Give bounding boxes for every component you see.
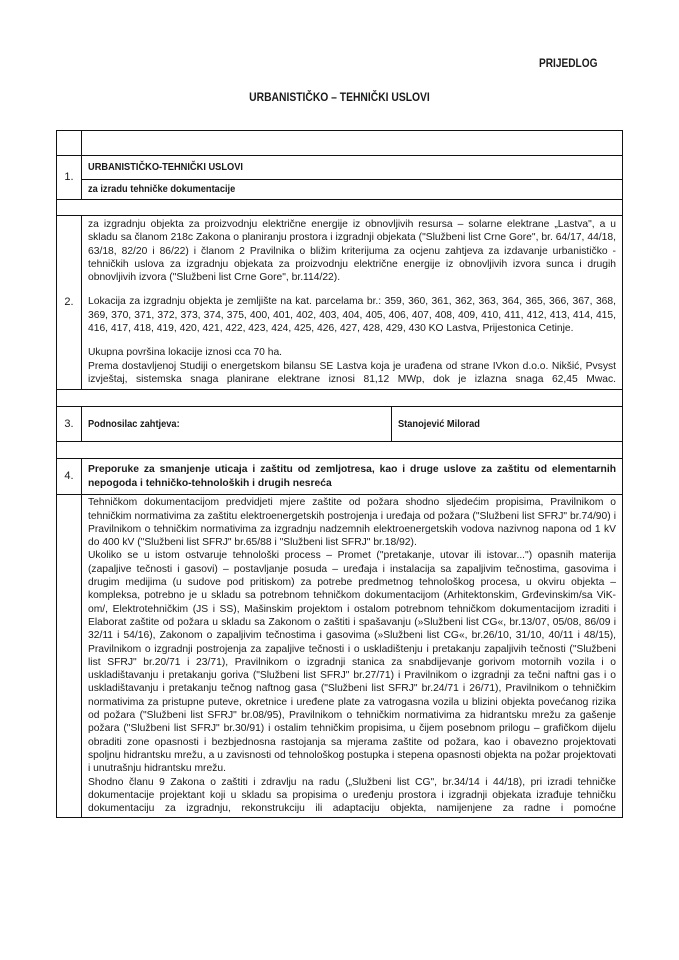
document-status-stamp: PRIJEDLOG [538,58,597,70]
spacer-row [57,200,623,216]
section-number: 4. [57,459,82,495]
spacer-row [57,390,623,407]
section-2-paragraph: Lokacija za izgradnju objekta je zemljište na kat. parcelama br.: 359, 360, 361, 362, 363, 364, 365, 366, 367, 368, 369, 370, 371, 372, 373, 374, 375, 400, 401, 402, 403, 404, 405, 406, 407, 408, 409, 410, 411, 412, 413, 414, 415, 416, 417, 418, 419, 420, 421, 422, 423, 424, 425, 426, 427, 428, 429, 430 KO Lastva, Prijestonica Cetinje. [88,296,616,335]
section-2-row [57,216,623,390]
empty-header-row [57,131,623,156]
section-1-title: URBANISTIČKO-TEHNIČKI USLOVI [82,156,623,180]
section-4-body [82,495,623,818]
section-number: 3. [57,407,82,442]
section-3-row [57,407,623,442]
section-1-subtitle: za izradu tehničke dokumentacije [82,180,623,200]
section-number: 2. [57,216,82,390]
section-2-paragraph: Prema dostavljenoj Studiji o energetskom bilansu SE Lastva koja je urađena od strane IVkon d.o.o. Nikšić, Pvsyst izvještaj, sistemska snaga planirane elektrane iznosi 81,12 MWp, dok je izlazna snaga 62,45 Mwac. [88,360,616,385]
section-4-paragraph: Tehničkom dokumentacijom predvidjeti mjere zaštite od požara shodno sljedećim propisima, Pravilnikom o tehničkim normativima za zaštitu elektroenergetskih postrojenja i uređaja od požara ("Službeni list SFRJ" br.74/90) i Pravilnikom o tehničkim normativima za izgradnju nadzemnih elektroenergetskih vodova nazivnog napona od 1 kV do 400 kV ("Službeni list SFRJ" br.65/88 i "Službeni list SFRJ" br.18/92). [88,497,616,549]
section-4-paragraph: Shodno članu 9 Zakona o zaštiti i zdravlju na radu („Službeni list CG", br.34/14 i 44/18), pri izradi tehničke dokumentacije projektant koji u skladu sa propisima o uređenju prostora i izgradnji objekata izrađuje tehničku dokumentaciju za izgradnju, rekonstrukciju ili adaptaciju objekta, namijenjene za radne i pomoćne [88,776,616,815]
section-4-title-row [57,459,623,495]
section-2-paragraph: za izgradnju objekta za proizvodnju električne energije iz obnovljivih resursa – solarne elektrane „Lastva", a u skladu sa članom 218c Zakona o planiranju prostora i izgradnji objekata ("Službeni list Crne Gore", br. 64/17, 44/18, 63/18, 82/20 i 86/22) i članom 2 Pravilnika o bližim kriterijuma za ocjenu zahtjeva za izdavanje urbanističko - tehničkih uslova za izgradnju objekata za proizvodnju električne energije iz obnovljivih izvora sunca i drugih obnovljivih izvora ("Službeni list Crne Gore", br.114/22). [88,219,616,284]
applicant-name: Stanojević Milorad [392,407,623,442]
section-1-title-row [57,156,623,180]
section-number: 1. [57,156,82,200]
section-2-paragraph: Ukupna površina lokacije iznosi cca 70 ha. [88,347,283,359]
section-4-body-row [57,495,623,818]
document-title: URBANISTIČKO – TEHNIČKI USLOVI [249,90,430,104]
section-1-subtitle-row [57,180,623,200]
applicant-label: Podnosilac zahtjeva: [82,407,392,442]
spacer-row [57,442,623,459]
conditions-table [56,130,623,818]
section-2-body [82,216,623,390]
section-4-title: Preporuke za smanjenje uticaja i zaštitu od zemljotresa, kao i druge uslove za zaštitu od elementarnih nepogoda i tehničko-tehnoloških i drugih nesreća [82,459,623,495]
section-4-paragraph: Ukoliko se u istom ostvaruje tehnološki process – Promet ("pretakanje, utovar ili istovar...") opasnih materija (zapaljive tečnosti i gasovi) – postavljanje posuda – uređaja i instalacija sa zapaljivim tečnostima, gasovima i drugim medijima (u sudove pod pritiskom) za potrebe predmetnog tehnološkog procesa, u okviru objekta – kompleksa, potrebno je u skladu sa potrebnom tehničkom dokumentacijom (Arhitektonskim, Grđevinskim/sa ViK-om/, Elektrotehničkim (JS i SS), Mašinskim projektom i ostalom potrebnom tehničkom dokumentacijom izraditi i Elaborat zaštite od požara u skladu sa Zakonom o zaštiti i spašavanju (»Službeni list CG«, br.13/07, 05/08, 86/09 i 32/11 i 54/16), Zakonom o zapaljivim tečnostima i gasovima (»Službeni list CG«, br.26/10, 31/10, 40/11 i 48/15), Pravilnikom o izgradnji postrojenja za zapaljive tečnosti i o uskladištenju i pretakanju zapaljivih tečnosti ("Službeni list SFRJ" br.20/71 i 23/71), Pravilnikom o izgradnji stanica za snabdijevanje gorivom motornih vozila i o uskladištavanju i pretakanju goriva ("Službeni list SFRJ" br.27/71) i Pravilnikom o izgradnji za tečni naftni gas i o uskladištavanju i pretakanju tečnog naftnog gasa ("Službeni list SFRJ" br.24/71 i 26/71), Pravilnikom o tehničkim normativima za pristupne puteve, okretnice i uređene plate za vatrogasna vozila u blizini objekta povećanog rizika od požara ("Službeni list SFRJ" br.08/95), Pravilnikom o tehničkim normativima za hidrantsku mrežu za gašenje požara ("Službeni list SFRJ" br.30/91) i ostalim tehničkim propisima, u čijem posebnom prilogu – grafičkom dijelu obraditi zone opasnosti i bezbjednosna rastojanja sa mjerama zaštite od požara, kao i obavezno projektovati spoljnu hidrantsku mrežu, a u zavisnosti od tehnološkog postupka i stepena opasnosti objekta na požar projektovati i unutrašnju hidrantsku mrežu. [88,550,616,775]
